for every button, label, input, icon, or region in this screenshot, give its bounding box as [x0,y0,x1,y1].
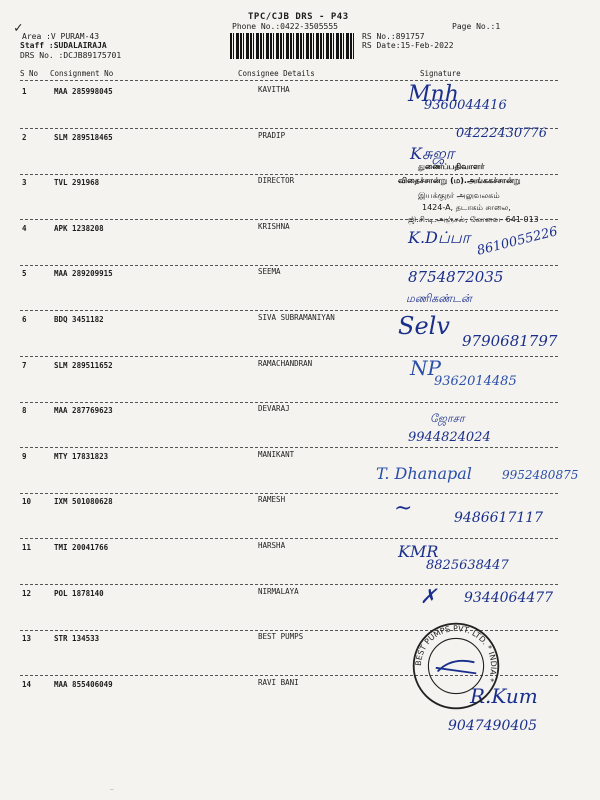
signature-row-9: T. Dhanapal [376,464,472,483]
check-mark-icon: ✓ [14,20,23,36]
row-sno: 10 [22,497,32,506]
row-divider [20,584,558,585]
signature-row-8: ஜோசா [430,412,465,425]
row-consignee-name: BEST PUMPS [258,632,304,641]
signature-row-12: ✗ [420,584,437,608]
scan-mark: — [110,786,114,793]
row-consignee-name: SIVA SUBRAMANIYAN [258,313,335,322]
row-consignment-no: MAA 855406049 [54,680,113,689]
stamp-line-3: இயக்குநர் அலுவலகம் [418,191,500,200]
phone-row-11: 8825638447 [426,558,509,573]
drs-number: DRS No. :DCJB89175701 [20,51,122,60]
row-sno: 7 [22,361,27,370]
row-consignment-no: IXM 501080628 [54,497,113,506]
rs-date: RS Date:15-Feb-2022 [362,41,454,50]
row-consignee-name: SEEMA [258,267,281,276]
stamp-line-5: ஜி.சி.டி.அஞ்சல், கோவை- 641 013 [408,215,539,224]
row-consignee-name: RAMESH [258,495,286,504]
row-consignment-no: STR 134533 [54,634,100,643]
phone-row-12: 9344064477 [464,590,554,606]
phone-row-2: 04222430776 [456,126,547,141]
row-consignee-name: KRISHNA [258,222,290,231]
page-number: Page No.:1 [452,22,501,31]
stamp-line-2: விதைச்சான்று (ம).அங்ககச்சான்று [398,176,521,185]
row-sno: 1 [22,87,27,96]
signature-row-11: KMR [398,542,439,561]
row-consignee-name: NIRMALAYA [258,587,299,596]
column-header-sno: S No [20,69,39,78]
phone-row-10: 9486617117 [454,510,544,526]
phone-row-6: 9790681797 [462,332,558,350]
phone-row-7: 9362014485 [434,374,517,389]
row-consignment-no: BDQ 3451182 [54,315,104,324]
row-sno: 6 [22,315,27,324]
signature-row-4: K.Dப்பா [408,228,471,247]
row-divider [20,402,558,403]
row-consignment-no: SLM 289518465 [54,133,113,142]
row-divider [20,310,558,311]
signature-row-6: Selv [398,312,450,340]
row-sno: 8 [22,406,27,415]
row-sno: 11 [22,543,32,552]
row-consignment-no: MAA 289209915 [54,269,113,278]
staff-label: Staff :SUDALAIRAJA [20,41,107,50]
row-consignee-name: KAVITHA [258,85,290,94]
row-divider [20,265,558,266]
row-consignee-name: RAVI BANI [258,678,299,687]
phone-row-14: 9047490405 [448,718,538,734]
rs-number: RS No.:891757 [362,32,425,41]
row-sno: 2 [22,133,27,142]
row-sno: 13 [22,634,32,643]
phone-row-9: 9952480875 [502,468,579,482]
signature-row-14: R.Kum [470,684,538,708]
signature-row-2: Kசுஜா [410,144,455,163]
row-consignee-name: HARSHA [258,541,286,550]
row-sno: 12 [22,589,32,598]
signature-row-1: Mnh [408,82,459,107]
row-consignment-no: TVL 291968 [54,178,100,187]
row-consignment-no: APK 1238208 [54,224,104,233]
stamp-line-4: 1424-A, தடாகம் சாலை, [422,203,511,212]
sheet-title: TPC/CJB DRS - P43 [248,12,349,22]
row-consignee-name: DEVARAJ [258,404,290,413]
row-consignee-name: RAMACHANDRAN [258,359,313,368]
signature-row-7: NP [410,356,441,380]
row-divider [20,493,558,494]
row-consignment-no: POL 1878140 [54,589,104,598]
row-divider [20,447,558,448]
row-consignee-name: DIRECTOR [258,176,295,185]
column-header-signature: Signature [420,69,461,78]
row-divider [20,356,558,357]
row-consignment-no: TMI 20041766 [54,543,109,552]
svg-text:BEST PUMPS PVT. LTD. * INDIA * [414,624,498,683]
row-consignee-name: PRADIP [258,131,286,140]
column-header-consignment: Consignment No [50,69,114,78]
area-label: Area :V PURAM-43 [22,32,100,41]
row-sno: 5 [22,269,27,278]
row-sno: 4 [22,224,27,233]
phone-number: Phone No.:0422-3505555 [232,22,338,31]
row-divider [20,174,558,175]
header-divider [20,80,558,81]
phone-row-5: 8754872035 [408,268,504,286]
row-consignee-name: MANIKANT [258,450,295,459]
row-consignment-no: MAA 285998045 [54,87,113,96]
row-sno: 3 [22,178,27,187]
tamil-note-row-6: மணிகண்டன் [406,292,472,305]
seal-text: BEST PUMPS PVT. LTD. * INDIA * [413,624,499,683]
signature-row-10: ~ [394,496,413,521]
phone-row-1: 9360044416 [424,98,507,113]
column-header-consignee: Consignee Details [238,69,315,78]
barcode-icon [230,33,354,59]
company-seal-icon [410,620,502,712]
row-divider [20,538,558,539]
phone-row-4: 8610055226 [475,224,560,259]
row-consignment-no: MAA 287769623 [54,406,113,415]
row-sno: 9 [22,452,27,461]
stamp-line-1: துணைப்பதிவாளர் [418,162,485,171]
row-sno: 14 [22,680,32,689]
row-consignment-no: SLM 289511652 [54,361,113,370]
phone-row-8: 9944824024 [408,430,491,445]
row-consignment-no: MTY 17831823 [54,452,109,461]
